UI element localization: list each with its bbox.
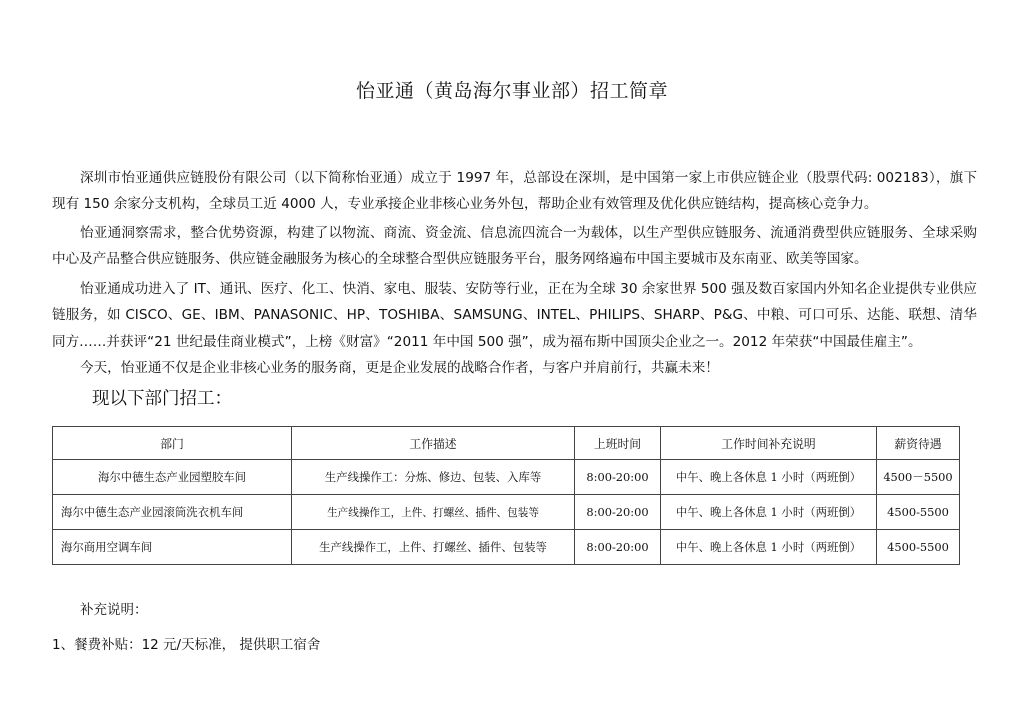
jobs-table: [52, 426, 960, 565]
cell-salary: 4500－5500: [877, 460, 960, 495]
cell-job-description: 生产线操作工：分炼、修边、包装、入库等: [292, 460, 575, 495]
page-title: 怡亚通（黄岛海尔事业部）招工简章: [355, 80, 668, 102]
section-heading: 现以下部门招工：: [92, 389, 232, 409]
supplement-title: 补充说明：: [80, 602, 148, 618]
cell-job-description: 生产线操作工，上件、打螺丝、插件、包装等: [292, 495, 575, 530]
cell-hours-notes: 中午、晚上各休息 1 小时（两班倒）: [661, 530, 877, 565]
closing-paragraph: 今天，怡亚通不仅是企业非核心业务的服务商，更是企业发展的战略合作者，与客户并肩前行，共赢未来！: [80, 359, 719, 376]
table-row: [53, 460, 960, 495]
cell-work-hours: 8:00-20:00: [575, 460, 661, 495]
table-row: [53, 495, 960, 530]
table-row: [53, 530, 960, 565]
clients-paragraph: 怡亚通成功进入了 IT、通讯、医疗、化工、快消、家电、服装、安防等行业，正在为全球 30 余家世界 500 强及数百家国内外知名企业提供专业供应链服务，如 CISCO、GE、IBM、PANASONIC、HP、TOSHIBA、SAMSUNG、INTEL、PHILIPS、SHARP、P&G、中粮、可口可乐、达能、联想、清华同方……并获评“21 世纪最佳商业模式”，上榜《财富》“2011 年中国 500 强”，成为福布斯中国顶尖企业之一。2012 年荣获“中国最佳雇主”。: [52, 280, 977, 350]
cell-hours-notes: 中午、晚上各休息 1 小时（两班倒）: [661, 495, 877, 530]
cell-hours-notes: 中午、晚上各休息 1 小时（两班倒）: [661, 460, 877, 495]
cell-work-hours: 8:00-20:00: [575, 530, 661, 565]
cell-job-description: 生产线操作工，上件、打螺丝、插件、包装等: [292, 530, 575, 565]
cell-work-hours: 8:00-20:00: [575, 495, 661, 530]
cell-salary: 4500-5500: [877, 530, 960, 565]
cell-salary: 4500-5500: [877, 495, 960, 530]
intro-paragraph: 深圳市怡亚通供应链股份有限公司（以下简称怡亚通）成立于 1997 年，总部设在深圳，是中国第一家上市供应链企业（股票代码: 002183），旗下现有 150 余家分支机构，全球员工近 4000 人，专业承接企业非核心业务外包，帮助企业有效管理及优化供应链结构，提高核心竞争力。: [52, 169, 977, 213]
header-work-hours: 上班时间: [575, 427, 661, 460]
cell-department: 海尔中德生态产业园塑胶车间: [53, 460, 292, 495]
header-job-description: 工作描述: [292, 427, 575, 460]
cell-department: 海尔中德生态产业园滚筒洗衣机车间: [53, 495, 292, 530]
header-salary: 薪资待遇: [877, 427, 960, 460]
header-hours-notes: 工作时间补充说明: [661, 427, 877, 460]
services-paragraph: 怡亚通洞察需求，整合优势资源，构建了以物流、商流、资金流、信息流四流合一为载体，以生产型供应链服务、流通消费型供应链服务、全球采购中心及产品整合供应链服务、供应链金融服务为核心的全球整合型供应链服务平台，服务网络遍布中国主要城市及东南亚、欧美等国家。: [52, 224, 977, 268]
table-header-row: [53, 427, 960, 460]
header-department: 部门: [53, 427, 292, 460]
supplement-item: 1、餐费补贴：12 元/天标准， 提供职工宿舍: [52, 637, 321, 653]
cell-department: 海尔商用空调车间: [53, 530, 292, 565]
